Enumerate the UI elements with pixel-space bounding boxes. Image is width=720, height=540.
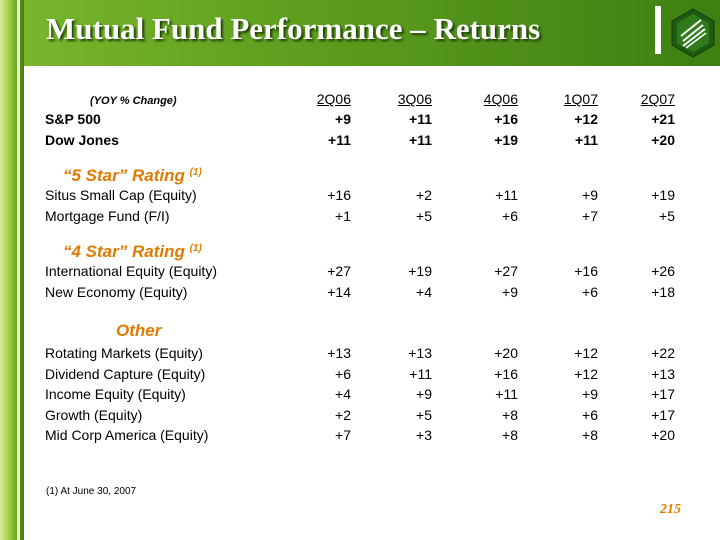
row-value: +27 xyxy=(494,263,518,279)
row-value: +3 xyxy=(416,427,432,443)
row-label: Rotating Markets (Equity) xyxy=(45,345,203,361)
table-row xyxy=(44,384,684,405)
row-value: +13 xyxy=(408,345,432,361)
row-value: +20 xyxy=(494,345,518,361)
section-title-text: “5 Star” Rating xyxy=(63,166,185,185)
row-value: +14 xyxy=(327,283,351,300)
row-label: Dow Jones xyxy=(45,131,119,148)
row-value: +22 xyxy=(651,345,675,361)
row-value: +11 xyxy=(409,111,432,127)
section-title-text: Other xyxy=(116,321,162,340)
table-row xyxy=(44,130,684,151)
row-value: +9 xyxy=(582,187,598,203)
row-label: Income Equity (Equity) xyxy=(45,386,186,402)
table-row xyxy=(44,364,684,385)
row-value: +11 xyxy=(409,365,432,382)
row-label: Growth (Equity) xyxy=(45,406,143,423)
section-heading-row xyxy=(44,321,684,343)
row-value: +8 xyxy=(502,406,518,423)
row-value: +20 xyxy=(651,131,675,148)
row-value: +17 xyxy=(651,406,675,423)
row-value: +9 xyxy=(582,386,598,402)
row-value: +27 xyxy=(327,263,351,279)
table-row xyxy=(44,282,684,303)
row-value: +18 xyxy=(651,283,675,300)
row-value: +6 xyxy=(335,365,351,382)
row-value: +8 xyxy=(502,427,518,443)
row-value: +20 xyxy=(651,427,675,443)
row-value: +8 xyxy=(582,427,598,443)
row-value: +5 xyxy=(416,406,432,423)
row-value: +12 xyxy=(574,345,598,361)
column-header: 2Q07 xyxy=(640,91,675,107)
row-label: Situs Small Cap (Equity) xyxy=(45,187,197,203)
row-value: +16 xyxy=(494,111,518,127)
row-value: +13 xyxy=(327,345,351,361)
row-label: International Equity (Equity) xyxy=(45,263,217,279)
row-value: +16 xyxy=(494,365,518,382)
row-value: +1 xyxy=(335,207,351,224)
column-header: 4Q06 xyxy=(483,91,518,107)
row-value: +16 xyxy=(574,263,598,279)
header-label: (YOY % Change) xyxy=(90,95,177,107)
row-value: +12 xyxy=(574,365,598,382)
row-value: +6 xyxy=(582,406,598,423)
row-value: +9 xyxy=(416,386,432,402)
row-value: +11 xyxy=(575,131,598,148)
table-row xyxy=(44,185,684,206)
banner-divider xyxy=(655,6,661,54)
row-value: +6 xyxy=(502,207,518,224)
row-value: +9 xyxy=(502,283,518,300)
section-title-text: “4 Star” Rating xyxy=(63,242,185,261)
row-value: +5 xyxy=(416,207,432,224)
row-label: New Economy (Equity) xyxy=(45,283,188,300)
returns-table xyxy=(44,89,684,446)
section-heading-row xyxy=(44,163,684,185)
row-value: +11 xyxy=(495,187,518,203)
table-row xyxy=(44,405,684,426)
row-value: +19 xyxy=(408,263,432,279)
row-label: Mid Corp America (Equity) xyxy=(45,427,209,443)
column-header: 1Q07 xyxy=(563,91,598,107)
footnote: (1) At June 30, 2007 xyxy=(46,486,137,497)
row-value: +2 xyxy=(335,406,351,423)
left-decorative-strip xyxy=(0,0,24,540)
page-title: Mutual Fund Performance – Returns xyxy=(46,11,541,46)
table-row xyxy=(44,206,684,227)
row-value: +4 xyxy=(335,386,351,402)
row-value: +9 xyxy=(335,111,351,127)
table-header-row xyxy=(44,89,684,109)
table-row xyxy=(44,261,684,282)
row-value: +11 xyxy=(328,131,351,148)
row-label: Mortgage Fund (F/I) xyxy=(45,207,170,224)
section-heading-row xyxy=(44,239,684,261)
company-logo-icon xyxy=(671,8,715,58)
footnote-marker: (1) xyxy=(189,243,202,254)
row-value: +16 xyxy=(327,187,351,203)
table-row xyxy=(44,343,684,364)
column-header: 2Q06 xyxy=(316,91,351,107)
row-value: +2 xyxy=(416,187,432,203)
section-spacer xyxy=(44,150,684,163)
section-title xyxy=(116,321,161,341)
row-label: Dividend Capture (Equity) xyxy=(45,365,206,382)
row-value: +21 xyxy=(651,111,675,127)
row-value: +26 xyxy=(651,263,675,279)
row-value: +12 xyxy=(574,111,598,127)
column-header: 3Q06 xyxy=(397,91,432,107)
row-value: +5 xyxy=(659,207,675,224)
row-value: +19 xyxy=(494,131,518,148)
section-spacer xyxy=(44,302,684,321)
page-number: 215 xyxy=(660,502,681,517)
row-value: +17 xyxy=(651,386,675,402)
row-value: +11 xyxy=(495,386,518,402)
section-title xyxy=(63,163,202,186)
section-title xyxy=(63,239,202,262)
row-value: +4 xyxy=(416,283,432,300)
row-value: +19 xyxy=(651,187,675,203)
footnote-marker: (1) xyxy=(189,167,202,178)
section-spacer xyxy=(44,226,684,239)
row-value: +6 xyxy=(582,283,598,300)
table-row xyxy=(44,109,684,130)
row-value: +13 xyxy=(651,365,675,382)
row-label: S&P 500 xyxy=(45,111,101,127)
row-value: +7 xyxy=(335,427,351,443)
row-value: +7 xyxy=(582,207,598,224)
row-value: +11 xyxy=(409,131,432,148)
table-row xyxy=(44,425,684,446)
